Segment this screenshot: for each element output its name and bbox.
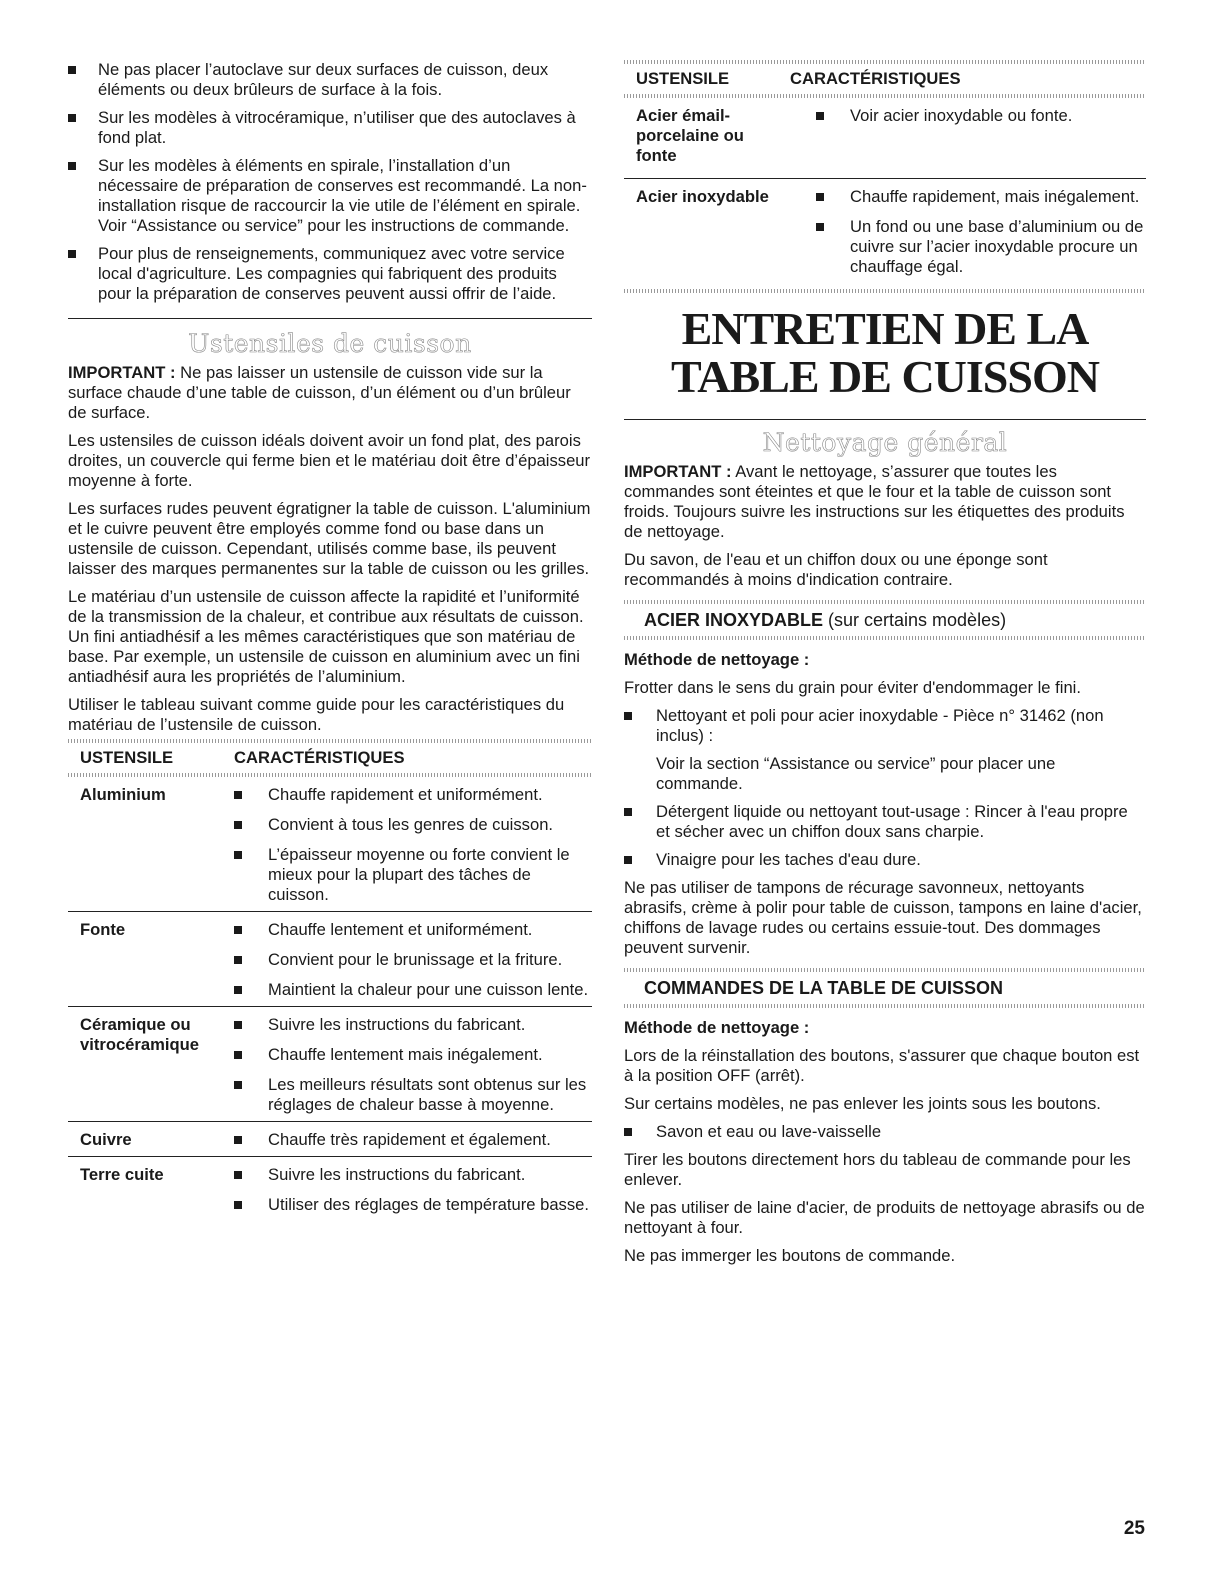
header-ustensile: USTENSILE	[80, 748, 174, 767]
header-ustensile: USTENSILE	[636, 69, 730, 88]
list-item: Utiliser des réglages de température basse.	[234, 1195, 592, 1215]
list-item: Vinaigre pour les taches d'eau dure.	[624, 850, 1146, 870]
stainless-steel-heading	[624, 604, 1146, 636]
material-name: Aluminium	[80, 785, 166, 804]
section-divider	[624, 419, 1146, 420]
page-title: ENTRETIEN DE LA TABLE DE CUISSON	[671, 303, 1099, 402]
important-text: Ne pas laisser un ustensile de cuisson vide sur la surface chaude d’une table de cuisson, d’un élément ou d’un brûleur de surface.	[68, 363, 571, 422]
method-label: Méthode de nettoyage :	[624, 650, 810, 669]
header-caracteristiques: CARACTÉRISTIQUES	[234, 748, 405, 767]
important-note	[624, 462, 1146, 542]
material-name: Terre cuite	[80, 1165, 164, 1184]
important-text: Avant le nettoyage, s’assurer que toutes les commandes sont éteintes et que le four et la table de cuisson sont froids. Toujours suivre les instructions sur les étiquettes des produits de nettoyage.	[624, 462, 1125, 541]
method-label: Méthode de nettoyage :	[624, 1018, 810, 1037]
list-item: Chauffe rapidement et uniformément.	[234, 785, 592, 805]
list-item: Détergent liquide ou nettoyant tout-usage : Rincer à l'eau propre et sécher avec un chiffon doux sans charpie.	[624, 802, 1146, 842]
paragraph: Ne pas immerger les boutons de commande.	[624, 1246, 956, 1265]
controls-heading: COMMANDES DE LA TABLE DE CUISSON	[644, 978, 1004, 998]
list-item: Maintient la chaleur pour une cuisson lente.	[234, 980, 592, 1000]
table-row	[68, 1007, 592, 1121]
paragraph: Du savon, de l'eau et un chiffon doux ou une éponge sont recommandés à moins d'indication contraire.	[624, 550, 1048, 589]
paragraph: Ne pas utiliser de laine d'acier, de produits de nettoyage abrasifs ou de nettoyant à four.	[624, 1198, 1145, 1237]
list-item: Convient à tous les genres de cuisson.	[234, 815, 592, 835]
list-item	[624, 706, 1146, 794]
list-item: Voir acier inoxydable ou fonte.	[816, 106, 1146, 126]
table-row	[68, 1122, 592, 1156]
list-item: Chauffe lentement mais inégalement.	[234, 1045, 592, 1065]
material-name: Cuivre	[80, 1130, 132, 1149]
header-caracteristiques: CARACTÉRISTIQUES	[790, 69, 961, 88]
paragraph: Sur certains modèles, ne pas enlever les joints sous les boutons.	[624, 1094, 1101, 1113]
table-row	[68, 777, 592, 911]
controls-cleaning-list	[624, 1122, 1146, 1142]
subsection-bottom-border	[624, 1004, 1146, 1008]
subsection-bottom-border	[624, 636, 1146, 640]
list-item-text: Nettoyant et poli pour acier inoxydable - Pièce n° 31462 (non inclus) :	[656, 706, 1104, 745]
paragraph: Lors de la réinstallation des boutons, s'assurer que chaque bouton est à la position OFF (arrêt).	[624, 1046, 1140, 1085]
list-item: Un fond ou une base d’aluminium ou de cuivre sur l’acier inoxydable procure un chauffage égal.	[816, 217, 1146, 277]
list-item: Sur les modèles à vitrocéramique, n’utiliser que des autoclaves à fond plat.	[68, 108, 592, 148]
paragraph: Les ustensiles de cuisson idéals doivent avoir un fond plat, des parois droites, un couvercle qui ferme bien et le matériau doit être d’épaisseur moyenne à forte.	[68, 431, 591, 490]
list-item: Sur les modèles à éléments en spirale, l’installation d’un nécessaire de préparation de conserves est recommandé. La non-installation risque de raccourcir la vie utile de l’élément en spirale. Voir “Assistance ou service” pour les instructions de commande.	[68, 156, 592, 236]
important-label: IMPORTANT :	[68, 363, 176, 382]
cookware-table-continued	[624, 60, 1146, 293]
list-item: Chauffe rapidement, mais inégalement.	[816, 187, 1146, 207]
list-item: Chauffe très rapidement et également.	[234, 1130, 592, 1150]
paragraph: Frotter dans le sens du grain pour éviter d'endommager le fini.	[624, 678, 1081, 697]
list-item: Suivre les instructions du fabricant.	[234, 1015, 592, 1035]
list-item: Les meilleurs résultats sont obtenus sur les réglages de chaleur basse à moyenne.	[234, 1075, 592, 1115]
heading-note: (sur certains modèles)	[823, 610, 1007, 630]
table-header	[624, 64, 1146, 94]
steel-cleaning-list	[624, 706, 1146, 870]
important-note	[68, 363, 592, 423]
paragraph: Tirer les boutons directement hors du tableau de commande pour les enlever.	[624, 1150, 1131, 1189]
list-item: Chauffe lentement et uniformément.	[234, 920, 592, 940]
list-item: Savon et eau ou lave-vaisselle	[624, 1122, 1146, 1142]
left-column	[68, 60, 592, 1221]
heading-text: ACIER INOXYDABLE	[644, 610, 824, 630]
cookware-table	[68, 739, 592, 1221]
list-item: L’épaisseur moyenne ou forte convient le mieux pour la plupart des tâches de cuisson.	[234, 845, 592, 905]
material-name: Fonte	[80, 920, 126, 939]
table-row	[624, 98, 1146, 178]
material-name: Acier inoxydable	[636, 187, 769, 206]
material-name: Acier émail-porcelaine ou fonte	[636, 106, 744, 165]
list-item: Convient pour le brunissage et la friture.	[234, 950, 592, 970]
paragraph: Les surfaces rudes peuvent égratigner la table de cuisson. L'aluminium et le cuivre peuvent être employés comme fond ou base dans un ustensile de cuisson. Cependant, utilisés comme base, ils peuvent laisser des marques permanentes sur la table de cuisson ou les grilles.	[68, 499, 591, 578]
material-name: Céramique ou vitrocéramique	[80, 1015, 199, 1054]
page-number: 25	[1123, 1518, 1145, 1539]
paragraph: Le matériau d’un ustensile de cuisson affecte la rapidité et l’uniformité de la transmission de la chaleur, et contribue aux résultats de cuisson. Un fini antiadhésif a les mêmes caractéristiques que son matériau de base. Par exemple, un ustensile de cuisson en aluminium avec un fini antiadhésif aura les propriétés de l’aluminium.	[68, 587, 584, 686]
list-item: Suivre les instructions du fabricant.	[234, 1165, 592, 1185]
table-row	[68, 912, 592, 1006]
right-column	[624, 60, 1146, 1274]
table-row	[624, 179, 1146, 289]
canning-bullet-list	[68, 60, 592, 304]
table-bottom-border	[624, 289, 1146, 293]
list-item: Pour plus de renseignements, communiquez avec votre service local d'agriculture. Les compagnies qui fabriquent des produits pour la préparation de conserves peuvent aussi offrir de l’aide.	[68, 244, 592, 304]
paragraph: Ne pas utiliser de tampons de récurage savonneux, nettoyants abrasifs, crème à polir pour table de cuisson, tampons en laine d'acier, chiffons de lavage rudes ou certains essuie-tout. Des dommages peuvent survenir.	[624, 878, 1142, 957]
section-divider	[68, 318, 592, 319]
list-item: Ne pas placer l’autoclave sur deux surfaces de cuisson, deux éléments ou deux brûleurs de surface à la fois.	[68, 60, 592, 100]
important-label: IMPORTANT :	[624, 462, 732, 481]
section-title-cleaning: Nettoyage général	[762, 428, 1008, 457]
section-title-cookware: Ustensiles de cuisson	[188, 329, 472, 358]
list-item-subtext: Voir la section “Assistance ou service” pour placer une commande.	[656, 754, 1056, 793]
table-header	[68, 743, 592, 773]
table-row	[68, 1157, 592, 1221]
paragraph: Utiliser le tableau suivant comme guide pour les caractéristiques du matériau de l’ustensile de cuisson.	[68, 695, 565, 734]
